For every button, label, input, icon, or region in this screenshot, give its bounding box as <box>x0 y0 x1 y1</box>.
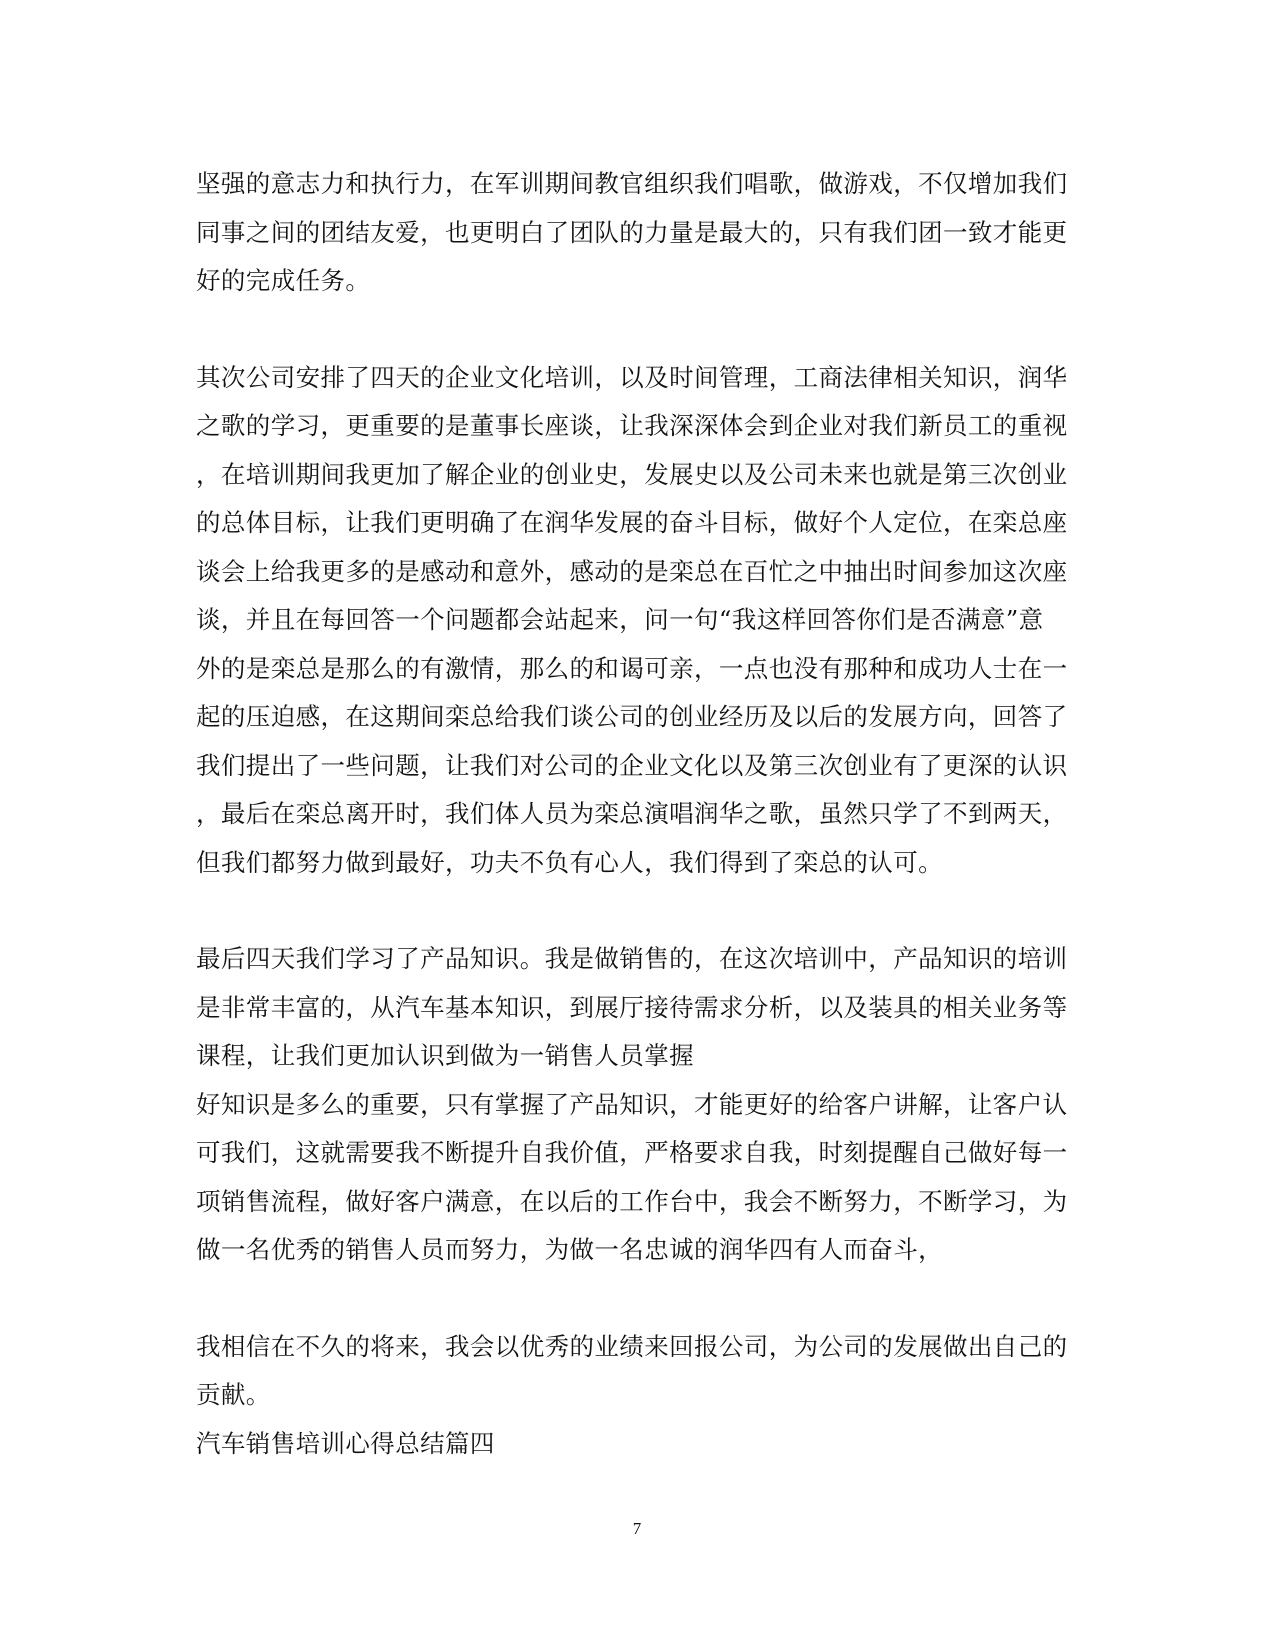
text-line: 可我们，这就需要我不断提升自我价值，严格要求自我，时刻提醒自己做好每一 <box>196 1138 1068 1167</box>
paragraph-4 <box>196 1323 1076 1469</box>
text-line: 谈会上给我更多的是感动和意外，感动的是栾总在百忙之中抽出时间参加这次座 <box>196 556 1068 586</box>
text-line: 好的完成任务。 <box>196 266 371 295</box>
section-heading: 汽车销售培训心得总结篇四 <box>196 1428 495 1458</box>
text-line: 谈，并且在每回答一个问题都会站起来，问一句“我这样回答你们是否满意”意 <box>196 605 1044 634</box>
paragraph-1 <box>196 160 1076 306</box>
paragraph-2 <box>196 354 1076 888</box>
text-line: 贡献。 <box>196 1380 271 1409</box>
text-line: 但我们都努力做到最好，功夫不负有心人，我们得到了栾总的认可。 <box>196 847 943 877</box>
text-line: 最后四天我们学习了产品知识。我是做销售的，在这次培训中，产品知识的培训 <box>196 944 1068 973</box>
text-line: 起的压迫感，在这期间栾总给我们谈公司的创业经历及以后的发展方向，回答了 <box>196 702 1068 731</box>
text-line: 我们提出了一些问题，让我们对公司的企业文化以及第三次创业有了更深的认识 <box>196 750 1068 780</box>
page-number: 7 <box>632 1519 642 1538</box>
text-line: 的总体目标，让我们更明确了在润华发展的奋斗目标，做好个人定位，在栾总座 <box>196 508 1068 537</box>
text-line: 其次公司安排了四天的企业文化培训，以及时间管理，工商法律相关知识，润华 <box>196 362 1068 392</box>
text-line: ，最后在栾总离开时，我们体人员为栾总演唱润华之歌，虽然只学了不到两天， <box>196 799 1068 828</box>
text-line: 同事之间的团结友爱，也更明白了团队的力量是最大的，只有我们团一致才能更 <box>196 217 1068 247</box>
text-line: 我相信在不久的将来，我会以优秀的业绩来回报公司，为公司的发展做出自己的 <box>196 1331 1068 1361</box>
text-line: 课程，让我们更加认识到做为一销售人员掌握 <box>196 1041 694 1070</box>
text-line: 项销售流程，做好客户满意，在以后的工作台中，我会不断努力，不断学习，为 <box>196 1186 1068 1216</box>
text-line: ，在培训期间我更加了解企业的创业史，发展史以及公司未来也就是第三次创业 <box>196 459 1068 489</box>
text-line: 是非常丰富的，从汽车基本知识，到展厅接待需求分析，以及装具的相关业务等 <box>196 992 1068 1022</box>
paragraph-gap <box>196 887 1076 935</box>
paragraph-gap <box>196 306 1076 354</box>
text-line: 外的是栾总是那么的有激情，那么的和谒可亲，一点也没有那种和成功人士在一 <box>196 653 1068 683</box>
paragraph-gap <box>196 1275 1076 1323</box>
text-line: 做一名优秀的销售人员而努力，为做一名忠诚的润华四有人而奋斗， <box>196 1235 943 1264</box>
text-line: 好知识是多么的重要，只有掌握了产品知识，才能更好的给客户讲解，让客户认 <box>196 1089 1068 1119</box>
body-text <box>196 160 1076 1468</box>
text-line: 坚强的意志力和执行力，在军训期间教官组织我们唱歌，做游戏，不仅增加我们 <box>196 169 1068 198</box>
paragraph-3 <box>196 935 1076 1275</box>
text-line: 之歌的学习，更重要的是董事长座谈，让我深深体会到企业对我们新员工的重视 <box>196 411 1068 440</box>
